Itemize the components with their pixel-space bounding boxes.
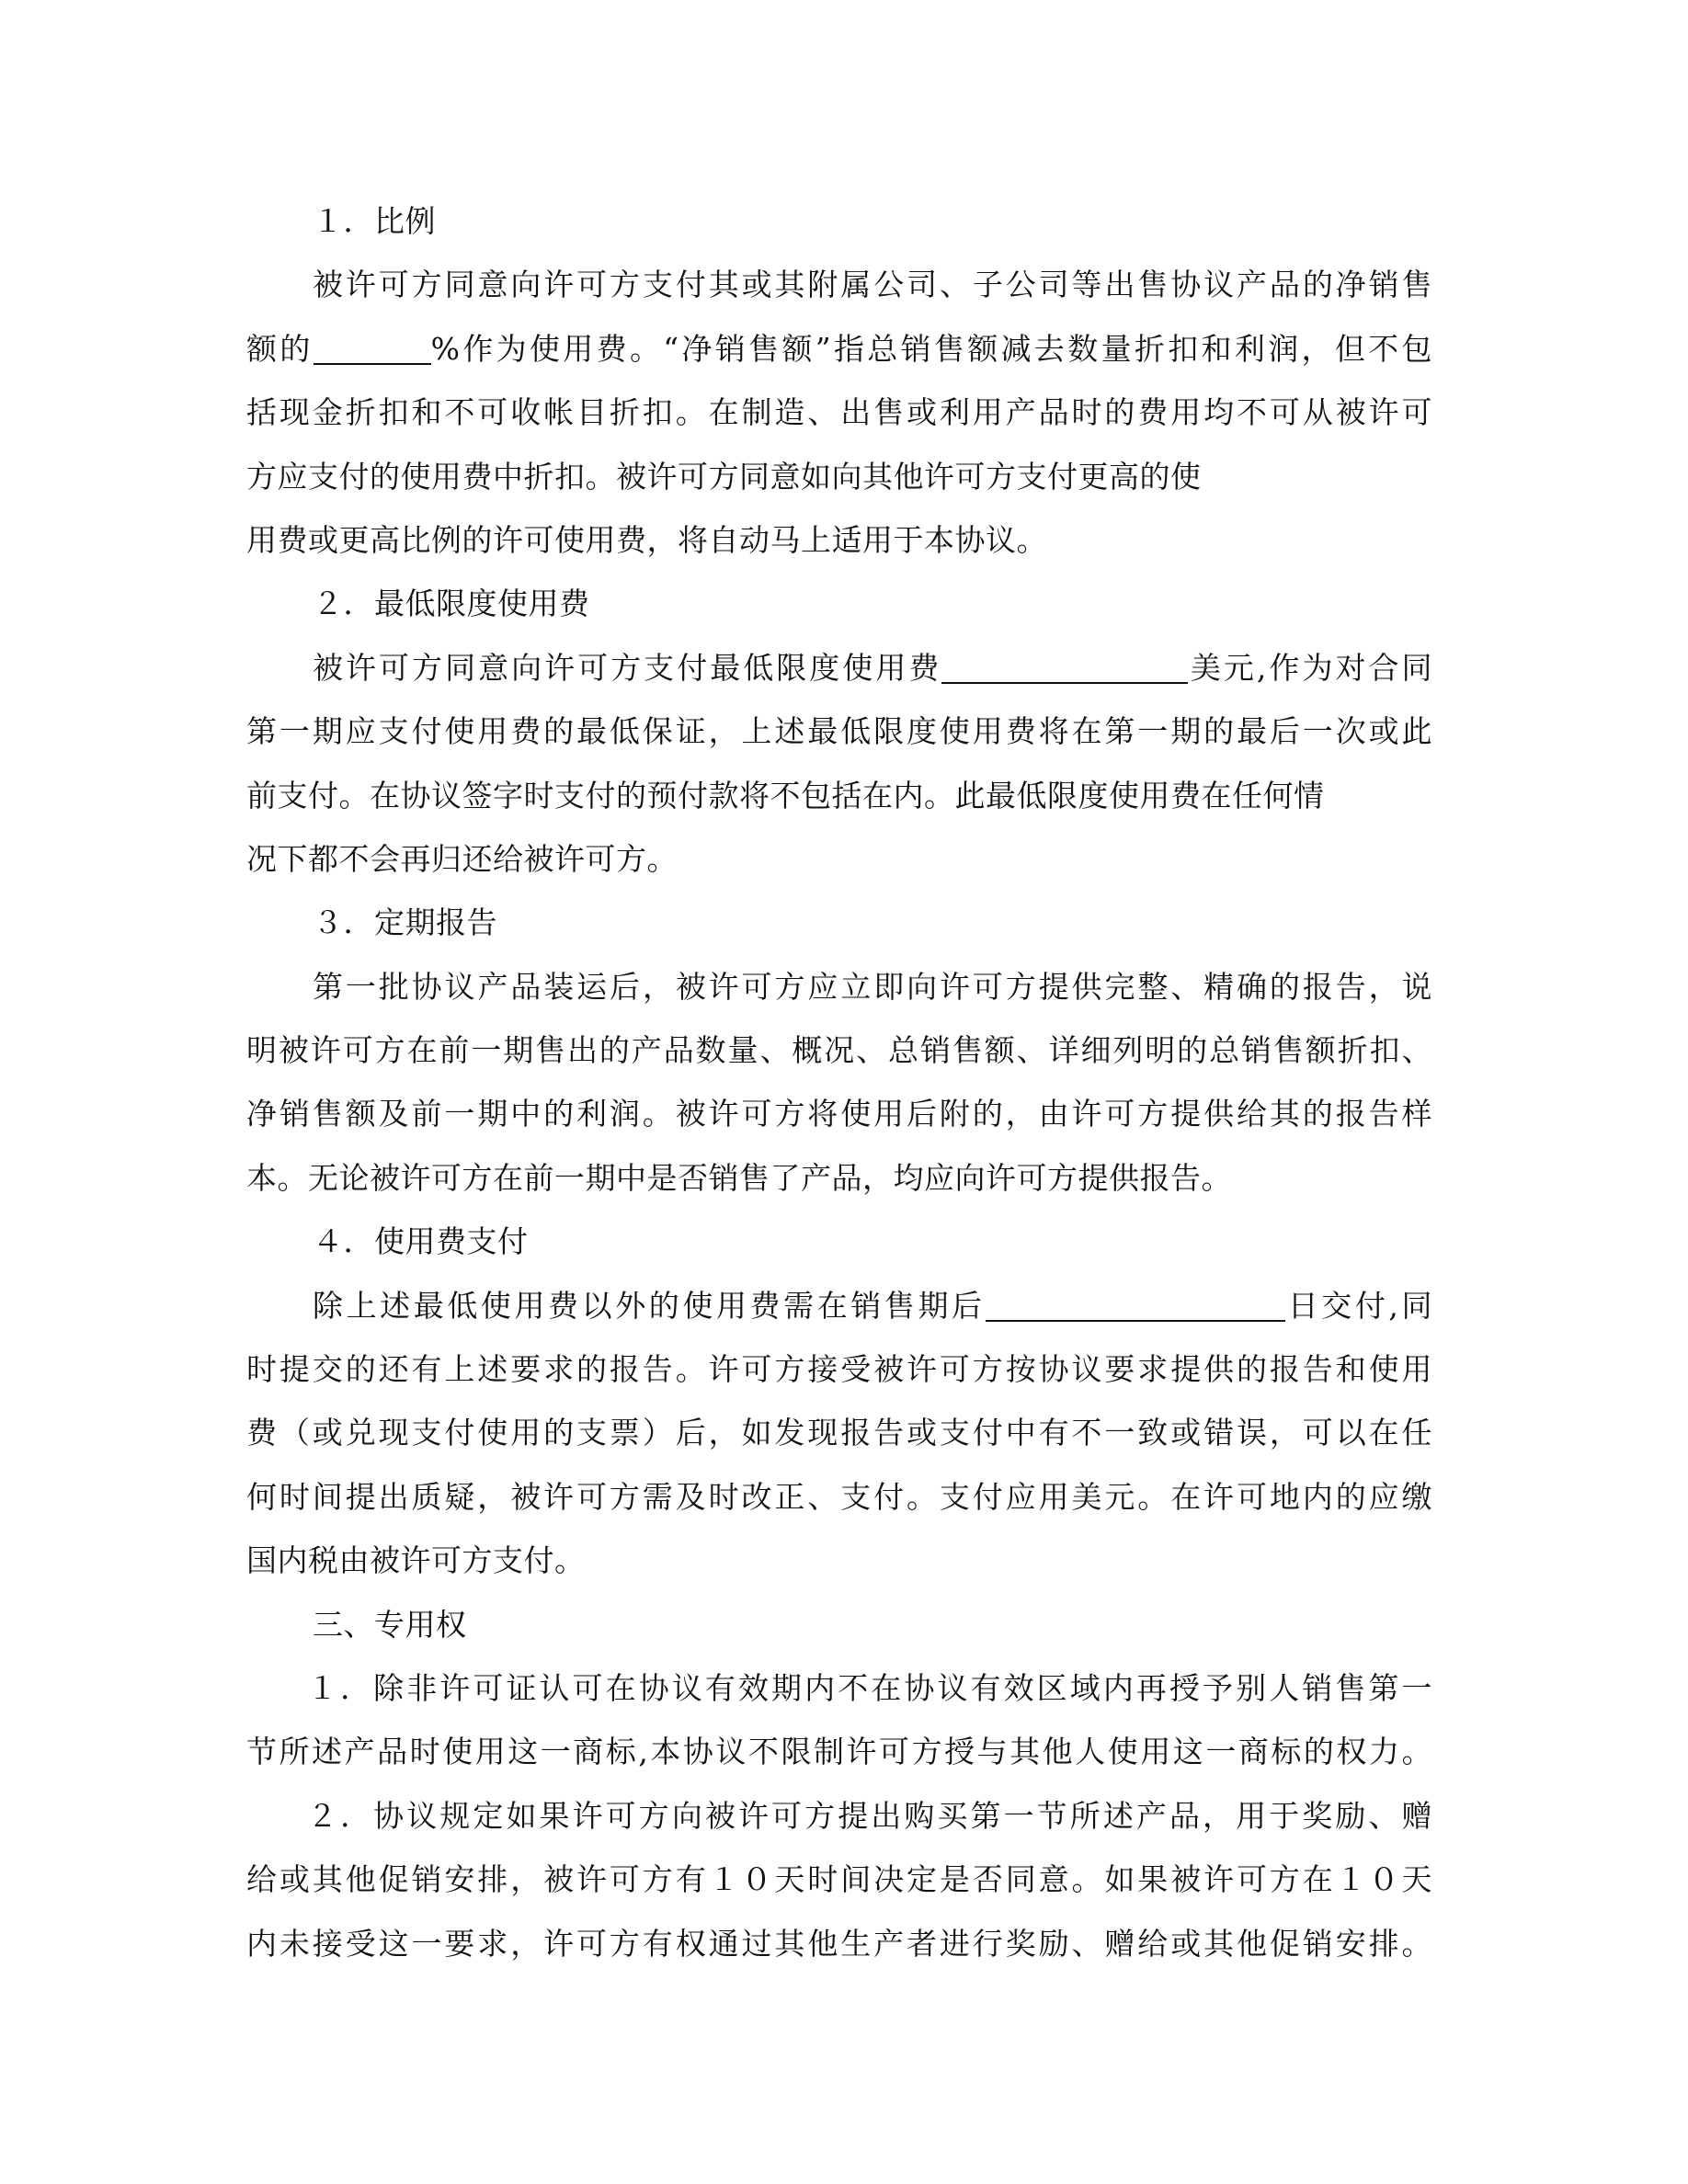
section-heading-ratio: １．比例 <box>313 203 436 239</box>
paragraph-line: 明被许可方在前一期售出的产品数量、概况、总销售额、详细列明的总销售额折扣、 <box>246 1032 1432 1069</box>
paragraph-line: 被许可方同意向许可方支付其或其附属公司、子公司等出售协议产品的净销售 <box>313 267 1432 303</box>
paragraph-line: 净销售额及前一期中的利润。被许可方将使用后附的，由许可方提供给其的报告样 <box>246 1096 1432 1132</box>
text-fragment: 被许可方同意向许可方支付最低限度使用费 <box>313 649 942 686</box>
paragraph-line: 费（或兑现支付使用的支票）后，如发现报告或支付中有不一致或错误，可以在任 <box>246 1415 1432 1451</box>
fill-in-blank <box>941 651 1188 684</box>
paragraph-line: 国内税由被许可方支付。 <box>246 1542 586 1579</box>
paragraph-line: ２．协议规定如果许可方向被许可方提出购买第一节所述产品，用于奖励、赠 <box>307 1797 1432 1834</box>
text-fragment: 额的 <box>246 330 314 367</box>
section-heading-minimum-royalty: ２．最低限度使用费 <box>313 586 590 622</box>
paragraph-line: 第一期应支付使用费的最低保证，上述最低限度使用费将在第一期的最后一次或此 <box>246 713 1432 750</box>
text-fragment: 美元,作为对合同 <box>1188 649 1432 686</box>
text-fragment: 除上述最低使用费以外的使用费需在销售期后 <box>313 1287 986 1324</box>
paragraph-line: 给或其他促销安排，被许可方有１０天时间决定是否同意。如果被许可方在１０天 <box>246 1861 1432 1898</box>
paragraph-line <box>246 317 1432 381</box>
text-fragment: %作为使用费。“净销售额”指总销售额减去数量折扣和利润，但不包 <box>430 330 1432 367</box>
paragraph-line <box>246 636 1432 700</box>
document-body <box>246 189 1432 1975</box>
paragraph-line: 节所述产品时使用这一商标,本协议不限制许可方授与其他人使用这一商标的权力。 <box>246 1734 1432 1770</box>
paragraph-line <box>246 1274 1432 1337</box>
paragraph-line: 何时间提出质疑，被许可方需及时改正、支付。支付应用美元。在许可地内的应缴 <box>246 1478 1432 1515</box>
fill-in-blank <box>314 332 431 365</box>
paragraph-line: 况下都不会再归还给被许可方。 <box>246 840 678 877</box>
paragraph-line: 内未接受这一要求，许可方有权通过其他生产者进行奖励、赠给或其他促销安排。 <box>246 1925 1432 1962</box>
paragraph-line: 方应支付的使用费中折扣。被许可方同意如向其他许可方支付更高的使 <box>246 458 1202 495</box>
paragraph-line: 前支付。在协议签字时支付的预付款将不包括在内。此最低限度使用费在任何情 <box>246 777 1325 813</box>
section-heading-royalty-payment: ４．使用费支付 <box>313 1223 529 1260</box>
paragraph-line: 第一批协议产品装运后，被许可方应立即向许可方提供完整、精确的报告，说 <box>313 968 1432 1005</box>
paragraph-line: 时提交的还有上述要求的报告。许可方接受被许可方按协议要求提供的报告和使用 <box>246 1351 1432 1388</box>
section-heading-exclusive-rights: 三、专用权 <box>313 1606 467 1643</box>
paragraph-line: 用费或更高比例的许可使用费，将自动马上适用于本协议。 <box>246 521 1047 558</box>
paragraph-line: 括现金折扣和不可收帐目折扣。在制造、出售或利用产品时的费用均不可从被许可 <box>246 394 1432 431</box>
text-fragment: 日交付,同 <box>1284 1287 1432 1324</box>
section-heading-periodic-report: ３．定期报告 <box>313 904 497 941</box>
fill-in-blank <box>986 1289 1285 1322</box>
paragraph-line: 本。无论被许可方在前一期中是否销售了产品，均应向许可方提供报告。 <box>246 1159 1232 1196</box>
paragraph-line: １．除非许可证认可在协议有效期内不在协议有效区域内再授予别人销售第一 <box>307 1669 1432 1706</box>
